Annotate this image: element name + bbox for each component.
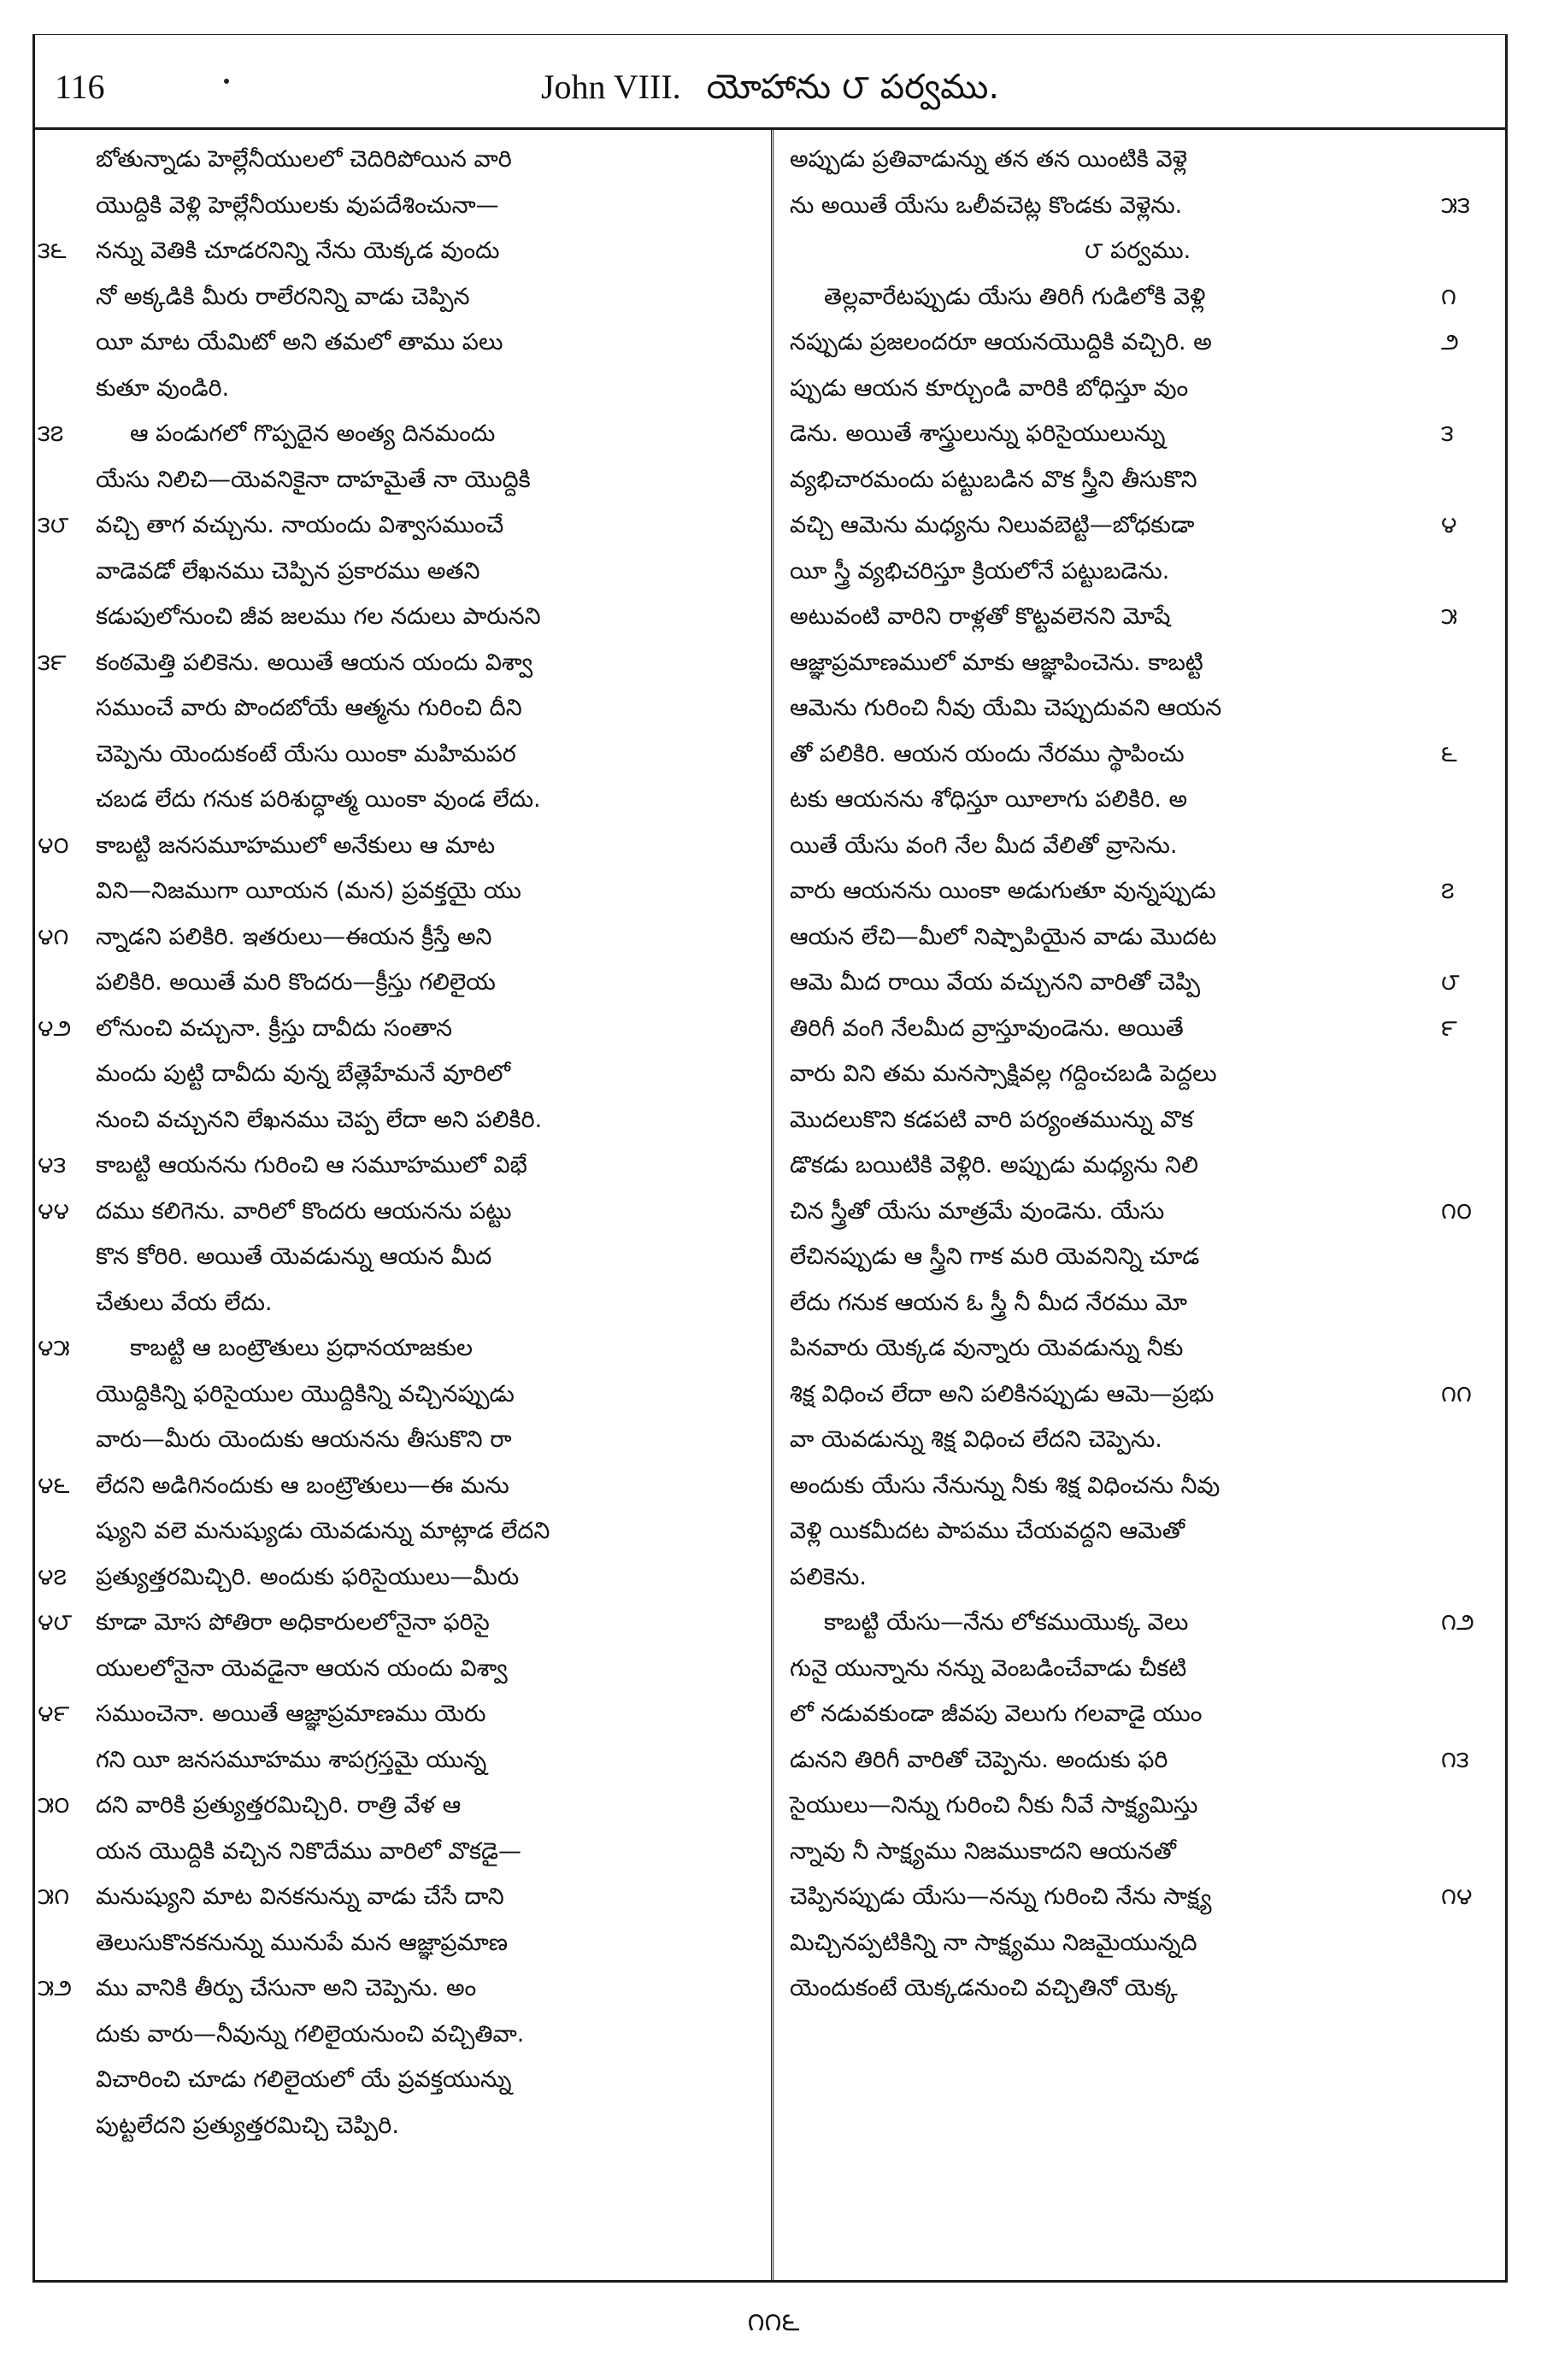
line-text: నప్పుడు ప్రజలందరూ ఆయనయొద్దికి వచ్చిరి. అ <box>790 329 1212 356</box>
line-text: డెను. అయితే శాస్త్రులున్ను ఫరిసైయులున్ను <box>790 420 1166 447</box>
text-line <box>783 1508 1492 1554</box>
text-line <box>34 1646 762 1692</box>
text-line <box>34 1783 762 1829</box>
text-line <box>783 228 1492 274</box>
text-line <box>34 1189 762 1235</box>
line-text: దని వారికి ప్రత్యుత్తరమిచ్చిరి. రాత్రి వేళ ఆ <box>96 1792 462 1819</box>
text-line <box>783 183 1492 229</box>
line-text: వారు విని తమ మనస్సాక్షివల్ల గద్దించబడి పెద్దలు <box>790 1061 1217 1087</box>
line-text: గని యీ జనసమూహము శాపగ్రస్తమై యున్న <box>96 1746 487 1773</box>
text-line <box>783 411 1492 457</box>
text-line <box>34 502 762 549</box>
verse-number: ౪౩ <box>38 1152 67 1178</box>
line-text: చిన స్త్రీతో యేసు మాత్రమే వుండెను. యేసు <box>790 1197 1165 1225</box>
text-line <box>34 2103 762 2149</box>
line-text: దుకు వారు—నీవున్ను గలిలైయనుంచి వచ్చితివా. <box>96 2020 525 2048</box>
text-line <box>34 960 762 1006</box>
text-line <box>783 1097 1492 1143</box>
line-text: వ్యభిచారమందు పట్టుబడిన వొక స్త్రీని తీసుకొని <box>790 466 1197 493</box>
text-line <box>783 640 1492 686</box>
line-text: మొదలుకొని కడపటి వారి పర్యంతమున్ను వొక <box>790 1106 1194 1133</box>
line-text: ప్పుడు ఆయన కూర్చుండి వారికి బోధిస్తూ వుం <box>790 374 1189 402</box>
line-text: సముంచే వారు పొందబోయే ఆత్మను గురించి దీని <box>96 695 522 721</box>
verse-number: ౪౬ <box>38 1472 70 1499</box>
verse-number: ౧౧ <box>1441 1380 1472 1407</box>
text-line <box>34 823 762 869</box>
line-text: తో పలికిరి. ఆయన యందు నేరము స్థాపించు <box>790 740 1185 767</box>
line-text: ఆజ్ఞాప్రమాణములో మాకు ఆజ్ఞాపించెను. కాబట్టి <box>790 649 1203 676</box>
text-line <box>34 457 762 503</box>
verse-number: ౫౧ <box>38 1883 70 1910</box>
text-line <box>34 640 762 686</box>
line-text: యీ స్త్రీ వ్యభిచరిస్తూ క్రియలోనే పట్టుబడెను. <box>790 557 1170 585</box>
verse-number: ౬ <box>1441 740 1457 767</box>
text-line <box>34 1280 762 1326</box>
text-line <box>34 1737 762 1784</box>
line-text: వచ్చి తాగ వచ్చును. నాయందు విశ్వాసముంచే <box>96 512 504 538</box>
ink-dot <box>224 79 229 84</box>
text-line <box>34 137 762 183</box>
line-text: సైయులు—నిన్ను గురించి నీకు నీవే సాక్ష్యమిస్తు <box>790 1792 1198 1819</box>
verse-number: ౩౯ <box>38 649 67 676</box>
line-text: లేదు గనుక ఆయన ఓ స్త్రీ నీ మీద నేరము మో <box>790 1289 1187 1316</box>
line-text: న్నావు నీ సాక్ష్యము నిజముకాదని ఆయనతో <box>790 1837 1177 1865</box>
verse-number: ౧౨ <box>1441 1609 1474 1636</box>
text-line <box>783 732 1492 778</box>
line-text: బోతున్నాడు హెల్లేనీయులలో చెదిరిపోయిన వారి <box>96 146 512 173</box>
line-text: పలికిరి. అయితే మరి కొందరు—క్రీస్తు గలిలైయ <box>96 969 496 996</box>
verse-number: ౪ <box>1441 512 1457 538</box>
text-line <box>783 1554 1492 1601</box>
text-line <box>34 320 762 366</box>
text-line <box>34 1691 762 1737</box>
line-text: కూడా మోస పోతిరా అధికారులలోనైనా ఫరిసై <box>96 1609 490 1636</box>
text-line <box>34 1554 762 1601</box>
text-line <box>783 960 1492 1006</box>
text-line <box>34 2012 762 2058</box>
text-line <box>34 1372 762 1418</box>
line-text: వా యెవడున్ను శిక్ష విధించ లేదని చెప్పెను. <box>790 1426 1162 1453</box>
verse-number: ౪౧ <box>38 923 69 950</box>
line-text: మందు పుట్టి దావీదు వున్న బేత్లెహేమనే వూరిలో <box>96 1061 511 1087</box>
text-line <box>34 1600 762 1646</box>
text-line <box>783 137 1492 183</box>
text-line <box>783 685 1492 732</box>
running-head <box>32 67 1508 115</box>
text-line <box>783 457 1492 503</box>
line-text: చబడ లేదు గనుక పరిశుద్ధాత్మ యింకా వుండ లేదు. <box>96 786 541 813</box>
line-text: విని—నిజముగా యీయన (మన) ప్రవక్తయై యు <box>96 878 521 904</box>
line-text: వచ్చి ఆమెను మధ్యను నిలువబెట్టి—బోధకుడా <box>790 512 1195 538</box>
text-line <box>783 1417 1492 1463</box>
text-line <box>34 1417 762 1463</box>
verse-number: ౪౦ <box>38 832 69 859</box>
line-text: తెల్లవారేటప్పుడు యేసు తిరిగీ గుడిలోకి వెళ్లి <box>824 283 1206 310</box>
line-text: అటువంటి వారిని రాళ్లతో కొట్టవలెనని మోషే <box>790 603 1171 630</box>
left-column <box>34 137 762 2273</box>
line-text: లేదని అడిగినందుకు ఆ బంట్రౌతులు—ఈ మను <box>96 1472 509 1499</box>
verse-number: ౪౫ <box>38 1335 70 1361</box>
line-text: ఆయన లేచి—మీలో నిష్పాపియైన వాడు మొదట <box>790 923 1217 950</box>
text-line <box>34 1966 762 2012</box>
line-text: టకు ఆయనను శోధిస్తూ యీలాగు పలికిరి. అ <box>790 786 1188 813</box>
text-line <box>783 274 1492 320</box>
line-text: ఆమె మీద రాయి వేయ వచ్చునని వారితో చెప్పి <box>790 969 1201 996</box>
line-text: చెప్పినప్పుడు యేసు—నన్ను గురించి నేను సాక్ష్య <box>790 1883 1212 1910</box>
line-text: చేతులు వేయ లేదు. <box>96 1289 273 1316</box>
text-line <box>783 1006 1492 1052</box>
bottom-rule <box>32 2280 1508 2283</box>
line-text: కంఠమెత్తి పలికెను. అయితే ఆయన యందు విశ్వా <box>96 649 533 676</box>
text-line <box>783 1280 1492 1326</box>
text-line <box>783 1189 1492 1235</box>
text-line <box>34 732 762 778</box>
line-text: డొకడు బయిటికి వెళ్లిరి. అప్పుడు మధ్యను నిలి <box>790 1152 1198 1178</box>
line-text: లోనుంచి వచ్చునా. క్రీస్తు దావీదు సంతాన <box>96 1014 453 1042</box>
right-column <box>783 137 1492 2273</box>
line-text: నన్ను వెతికి చూడరనిన్ని నేను యెక్కడ వుందు <box>96 238 500 264</box>
verse-number: ౧ <box>1441 283 1456 310</box>
text-line <box>34 411 762 457</box>
text-line <box>783 1646 1492 1692</box>
line-text: సముంచెనా. అయితే ఆజ్ఞాప్రమాణము యెరు <box>96 1701 486 1727</box>
text-line <box>783 1691 1492 1737</box>
line-text: కొన కోరిరి. అయితే యెవడున్ను ఆయన మీద <box>96 1243 492 1270</box>
line-text: కడుపులోనుంచి జీవ జలము గల నదులు పారునని <box>96 603 541 630</box>
text-line <box>783 914 1492 961</box>
line-text: మనుష్యుని మాట వినకనున్ను వాడు చేసే దాని <box>96 1883 504 1910</box>
verse-number: ౧౪ <box>1441 1883 1473 1910</box>
text-line <box>34 685 762 732</box>
text-line <box>783 1829 1492 1875</box>
text-line <box>783 1783 1492 1829</box>
verse-number: ౫౦ <box>38 1792 70 1819</box>
line-text: న్నాడని పలికిరి. ఇతరులు—ఈయన క్రీస్తే అని <box>96 923 492 950</box>
verse-number: ౩౬ <box>38 238 67 264</box>
text-line <box>34 1874 762 1920</box>
line-text: వెళ్లి యికమీదట పాపము చేయవద్దని ఆమెతో <box>790 1518 1185 1544</box>
text-line <box>34 366 762 412</box>
verse-number: ౯ <box>1441 1014 1457 1042</box>
verse-number: ౫౩ <box>1441 191 1470 219</box>
text-line <box>34 1463 762 1509</box>
text-line <box>34 868 762 914</box>
text-line <box>783 1234 1492 1280</box>
text-line <box>34 2057 762 2103</box>
text-line <box>783 1325 1492 1372</box>
text-line <box>34 1508 762 1554</box>
text-line <box>783 1600 1492 1646</box>
line-text: ప్రత్యుత్తరమిచ్చిరి. అందుకు ఫరిసైయులు—మీరు <box>96 1563 520 1590</box>
verse-number: ౫ <box>1441 603 1458 630</box>
text-line <box>34 1006 762 1052</box>
line-text: ఆమెను గురించి నీవు యేమి చెప్పుదువని ఆయన <box>790 695 1222 721</box>
text-line <box>783 868 1492 914</box>
text-line <box>34 594 762 640</box>
text-line <box>783 594 1492 640</box>
line-text: యెందుకంటే యెక్కడనుంచి వచ్చితినో యెక్క <box>790 1975 1178 2001</box>
text-line <box>34 1325 762 1372</box>
line-text: కాబట్టి జనసమూహములో అనేకులు ఆ మాట <box>96 832 496 859</box>
line-text: యులలోనైనా యెవడైనా ఆయన యందు విశ్వా <box>96 1654 508 1682</box>
line-text: యితే యేసు వంగి నేల మీద వేలితో వ్రాసెను. <box>790 832 1178 859</box>
line-text: దము కలిగెను. వారిలో కొందరు ఆయనను పట్టు <box>96 1197 512 1225</box>
line-text: మిచ్చినప్పటికిన్ని నా సాక్ష్యము నిజమైయున్నది <box>790 1929 1197 1956</box>
text-line <box>783 320 1492 366</box>
verse-number: ౩౮ <box>38 512 69 538</box>
line-text: యొద్దికి వెళ్లి హెల్లేనీయులకు వుపదేశించునా— <box>96 191 499 219</box>
verse-number: ౧౩ <box>1441 1746 1469 1773</box>
line-text: లేచినప్పుడు ఆ స్త్రీని గాక మరి యెవనిన్ని చూడ <box>790 1243 1200 1270</box>
line-text: కాబట్టి ఆ బంట్రౌతులు ప్రధానయాజకుల <box>130 1335 474 1361</box>
line-text: తిరిగీ వంగి నేలమీద వ్రాస్తూవుండెను. అయితే <box>790 1014 1184 1042</box>
line-text: ము వానికి తీర్పు చేసునా అని చెప్పెను. అం <box>96 1975 477 2001</box>
verse-number: ౪౭ <box>38 1563 67 1590</box>
text-line <box>783 1920 1492 1966</box>
line-text: పలికెను. <box>790 1563 867 1590</box>
line-text: ఆ పండుగలో గొప్పదైన అంత్య దినమందు <box>130 420 496 447</box>
text-line <box>34 1920 762 1966</box>
line-text: యొద్దికిన్ని ఫరిసైయుల యొద్దికిన్ని వచ్చినప్పుడు <box>96 1380 515 1407</box>
text-line <box>783 1966 1492 2012</box>
line-text: కాబట్టి యేసు—నేను లోకముయొక్క వెలు <box>824 1609 1189 1636</box>
verse-number: ౩ <box>1441 420 1454 447</box>
verse-number: ౧౦ <box>1441 1197 1473 1225</box>
text-line <box>34 1097 762 1143</box>
line-text: పుట్టలేదని ప్రత్యుత్తరమిచ్చి చెప్పిరి. <box>96 2112 399 2139</box>
text-line <box>34 1143 762 1189</box>
line-text: లో నడువకుండా జీవపు వెలుగు గలవాడై యుం <box>790 1701 1203 1727</box>
text-line <box>34 1051 762 1097</box>
line-text: అప్పుడు ప్రతివాడున్ను తన తన యింటికి వెళ్లె <box>790 146 1188 173</box>
text-line <box>783 1874 1492 1920</box>
text-line <box>783 823 1492 869</box>
verse-number: ౪౪ <box>38 1197 70 1225</box>
text-line <box>783 502 1492 549</box>
verse-number: ౪౯ <box>38 1701 70 1727</box>
running-head-title-telugu: యోహాను ౮ పర్వము. <box>706 68 1000 107</box>
text-line <box>783 1737 1492 1784</box>
line-text: డునని తిరిగీ వారితో చెప్పెను. అందుకు ఫరి <box>790 1746 1168 1773</box>
line-text: కాబట్టి ఆయనను గురించి ఆ సమూహములో విభే <box>96 1152 527 1178</box>
verse-number: ౮ <box>1441 969 1460 996</box>
line-text: అందుకు యేసు నేనున్ను నీకు శిక్ష విధించను నీవు <box>790 1472 1221 1499</box>
verse-number: ౫౨ <box>38 1975 73 2001</box>
signature-mark: ౧౧౬ <box>747 2307 800 2337</box>
line-text: ష్యుని వలె మనుష్యుడు యెవడున్ను మాట్లాడ లేదని <box>96 1518 550 1544</box>
text-line <box>34 1234 762 1280</box>
line-text: వారు ఆయనను యింకా అడుగుతూ వున్నప్పుడు <box>790 878 1216 904</box>
line-text: గునై యున్నాను నన్ను వెంబడించేవాడు చీకటి <box>790 1654 1187 1682</box>
verse-number: ౪౨ <box>38 1014 72 1042</box>
text-line <box>783 549 1492 595</box>
verse-number: ౩౭ <box>38 420 64 447</box>
text-line <box>34 228 762 274</box>
page-number: 116 <box>55 68 105 106</box>
line-text: పినవారు యెక్కడ వున్నారు యెవడున్ను నీకు <box>790 1335 1184 1361</box>
running-head-title: John VIII. <box>540 68 681 106</box>
line-text: చెప్పెను యెందుకంటే యేసు యింకా మహిమపర <box>96 740 516 767</box>
line-text: నుంచి వచ్చునని లేఖనము చెప్ప లేదా అని పలికిరి. <box>96 1106 543 1133</box>
line-text: వారు—మీరు యెందుకు ఆయనను తీసుకొని రా <box>96 1426 512 1453</box>
line-text: వాడెవడో లేఖనము చెప్పిన ప్రకారము అతని <box>96 557 480 585</box>
text-line <box>783 366 1492 412</box>
text-line <box>783 1372 1492 1418</box>
line-text: యేసు నిలిచి—యెవనికైనా దాహమైతే నా యొద్దికి <box>96 466 531 493</box>
line-text: శిక్ష విధించ లేదా అని పలికినప్పుడు ఆమె—ప్రభు <box>790 1380 1215 1407</box>
line-text: యన యొద్దికి వచ్చిన నికొదేము వారిలో వొకడై— <box>96 1837 522 1865</box>
line-text: కుతూ వుండిరి. <box>96 374 230 402</box>
text-line <box>783 1463 1492 1509</box>
column-divider <box>771 130 774 2282</box>
verse-number: ౭ <box>1441 878 1455 904</box>
chapter-heading: ౮ పర్వము. <box>1084 238 1191 264</box>
text-line <box>783 1051 1492 1097</box>
text-line <box>34 1829 762 1875</box>
text-line <box>783 777 1492 823</box>
verse-number: ౪౮ <box>38 1609 73 1636</box>
line-text: ను అయితే యేసు ఒలీవచెట్ల కొండకు వెళ్లెను. <box>790 191 1183 219</box>
text-line <box>34 549 762 595</box>
line-text: విచారించి చూడు గలిలైయలో యే ప్రవక్తయున్ను <box>96 2066 512 2093</box>
text-line <box>34 274 762 320</box>
page-header <box>32 34 1508 130</box>
verse-number: ౨ <box>1441 329 1459 356</box>
text-line <box>783 1143 1492 1189</box>
text-line <box>34 914 762 961</box>
line-text: తెలుసుకొనకనున్ను మునుపే మన ఆజ్ఞాప్రమాణ <box>96 1929 509 1956</box>
line-text: యీ మాట యేమిటో అని తమలో తాము పలు <box>96 329 503 356</box>
text-line <box>34 183 762 229</box>
line-text: నో అక్కడికి మీరు రాలేరనిన్ని వాడు చెప్పిన <box>96 283 470 310</box>
text-line <box>34 777 762 823</box>
